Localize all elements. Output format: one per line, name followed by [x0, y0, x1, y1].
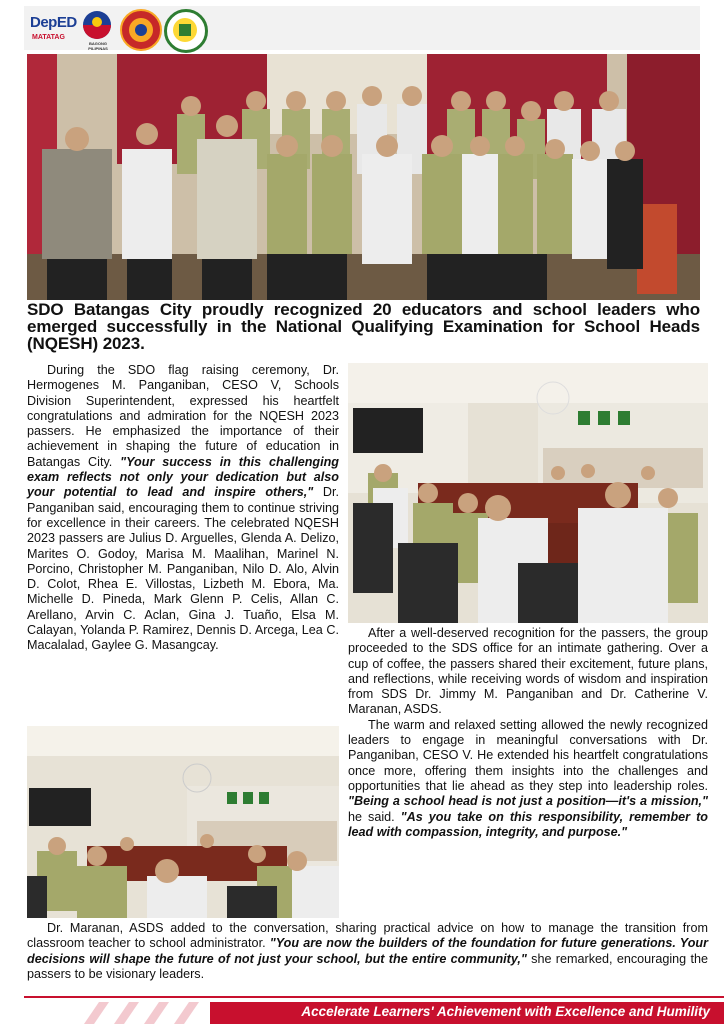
header-logo-bar	[24, 6, 700, 50]
group-photo	[27, 54, 700, 300]
article-right-column	[348, 626, 708, 840]
footer-divider	[24, 996, 724, 998]
paragraph-3: The warm and relaxed setting allowed the newly recognized leaders to engage in meaningful conversations with Dr. Panganiban, CESO V. He extended his heartfelt congratulations once more, offering them insights into the challenges and opportunities that lie ahead as they step into leadership roles. "Being a school head is not just a position—it's a mission," he said. "As you take on this responsibility, remember to lead with compassion, integrity, and purpose."	[348, 717, 708, 839]
deped-matatag-logo: DepED MATATAG	[30, 14, 77, 41]
quote-mission: "Being a school head is not just a position—it's a mission,"	[348, 794, 708, 809]
headline: SDO Batangas City proudly recognized 20 educators and school leaders who emerged successfully in the National Qualifying Examination for School Heads (NQESH) 2023.	[27, 300, 700, 353]
batangas-city-seal	[164, 9, 208, 53]
article-bottom-paragraph	[27, 921, 708, 982]
quote-panganiban: "Your success in this challenging exam reflects not only your dedication but also your potential to lead and inspire others,"	[27, 454, 339, 500]
conference-room-wide-photo	[27, 726, 339, 918]
conference-room-photo	[348, 363, 708, 623]
paragraph-1: During the SDO flag raising ceremony, Dr. Hermogenes M. Panganiban, CESO V, Schools Division Superintendent, expressed his heartfelt congratulations and admiration for the NQESH 2023 passers. He emphasized the importance of their achievement in shaping the future of education in Batangas City. "Your success in this challenging exam reflects not only your dedication but also your potential to lead and inspire others," Dr. Panganiban said, encouraging them to continue striving for excellence in their careers. The celebrated NQESH 2023 passers are Julius D. Arguelles, Glenda A. Delizo, Marites O. Godoy, Marisa M. Maalihan, Marinel N. Porcino, Christopher M. Panganiban, Nilo D. Alo, Alvin D. Colot, Rhea E. Villostas, Lizbeth M. Ebora, Ma. Michelle D. Pineda, Mark Glenn P. Celis, Allan C. Arellano, Arvin C. Aclan, Gina J. Tuaño, Elsa M. Calayan, Yolanda P. Ramirez, Dennis D. Arcega, Lea C. Macalalad, Gaylee G. Masangcay.	[27, 363, 340, 653]
paragraph-4: Dr. Maranan, ASDS added to the conversation, sharing practical advice on how to manage the transition from classroom teacher to school administrator. "You are now the builders of the foundation for future generations. Your decisions will shape the future of not just your school, but the entire community," she remarked, encouraging the passers to be visionary leaders.	[27, 921, 708, 981]
bagong-pilipinas-logo: BAGONG PILIPINAS	[82, 10, 112, 46]
quote-maranan: "You are now the builders of the foundation for future generations. Your decisions will shape the future of not just your school, but the entire community,"	[27, 936, 708, 966]
footer-tagline: Accelerate Learners' Achievement with Excellence and Humility	[301, 1004, 710, 1019]
quote-responsibility: "As you take on this responsibility, remember to lead with compassion, integrity, and purpose."	[348, 809, 708, 839]
footer-stripe-decoration	[24, 1002, 210, 1024]
article-left-column	[27, 363, 339, 654]
sdo-seal	[120, 9, 162, 51]
paragraph-2: After a well-deserved recognition for the passers, the group proceeded to the SDS office for an intimate gathering. Over a cup of coffee, the passers shared their excitement, future plans, and reflections, while receiving words of wisdom and inspiration from SDS Dr. Jimmy M. Panganiban and Dr. Catherine V. Maranan, ASDS.	[348, 626, 708, 717]
